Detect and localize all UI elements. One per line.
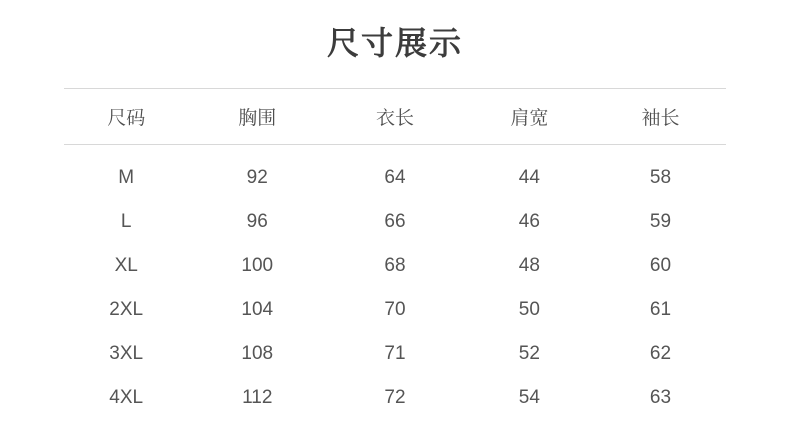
cell-size: XL — [114, 255, 138, 277]
cell-length: 68 — [384, 255, 406, 277]
column-header-size: 尺码 — [107, 108, 146, 130]
cell-bust: 108 — [241, 343, 274, 365]
table-row — [64, 288, 726, 332]
column-header-shoulder: 肩宽 — [510, 108, 549, 130]
cell-size: 4XL — [109, 387, 144, 409]
cell-bust: 104 — [241, 299, 274, 321]
table-header — [64, 89, 726, 145]
table-row — [64, 244, 726, 288]
column-header-length: 衣长 — [375, 108, 414, 130]
cell-sleeve: 63 — [649, 387, 672, 409]
cell-size: 2XL — [109, 299, 144, 321]
page-title: 尺寸展示 — [326, 25, 463, 61]
cell-size: M — [118, 167, 135, 189]
cell-shoulder: 44 — [518, 167, 540, 189]
cell-bust: 112 — [242, 387, 273, 409]
cell-length: 64 — [384, 167, 406, 189]
size-table — [64, 88, 726, 420]
cell-size: L — [120, 211, 132, 233]
table-row — [64, 200, 726, 244]
column-header-sleeve: 袖长 — [641, 108, 680, 130]
cell-length: 70 — [384, 299, 406, 321]
cell-sleeve: 59 — [649, 211, 672, 233]
cell-length: 71 — [384, 343, 406, 365]
table-row — [64, 376, 726, 420]
cell-bust: 92 — [246, 167, 268, 189]
cell-shoulder: 46 — [518, 211, 540, 233]
cell-length: 66 — [384, 211, 406, 233]
cell-bust: 96 — [246, 211, 268, 233]
cell-shoulder: 48 — [518, 255, 540, 277]
table-row — [64, 145, 726, 201]
cell-sleeve: 61 — [649, 299, 672, 321]
cell-sleeve: 62 — [649, 343, 672, 365]
cell-size: 3XL — [109, 343, 144, 365]
table-row — [64, 332, 726, 376]
cell-bust: 100 — [241, 255, 274, 277]
size-table-container — [64, 88, 726, 420]
table-body — [64, 145, 726, 421]
cell-sleeve: 58 — [649, 167, 672, 189]
cell-shoulder: 50 — [518, 299, 540, 321]
cell-shoulder: 52 — [518, 343, 540, 365]
column-header-bust: 胸围 — [238, 108, 277, 130]
cell-sleeve: 60 — [649, 255, 672, 277]
cell-shoulder: 54 — [518, 387, 540, 409]
table-header-row — [64, 89, 726, 145]
cell-length: 72 — [384, 387, 406, 409]
